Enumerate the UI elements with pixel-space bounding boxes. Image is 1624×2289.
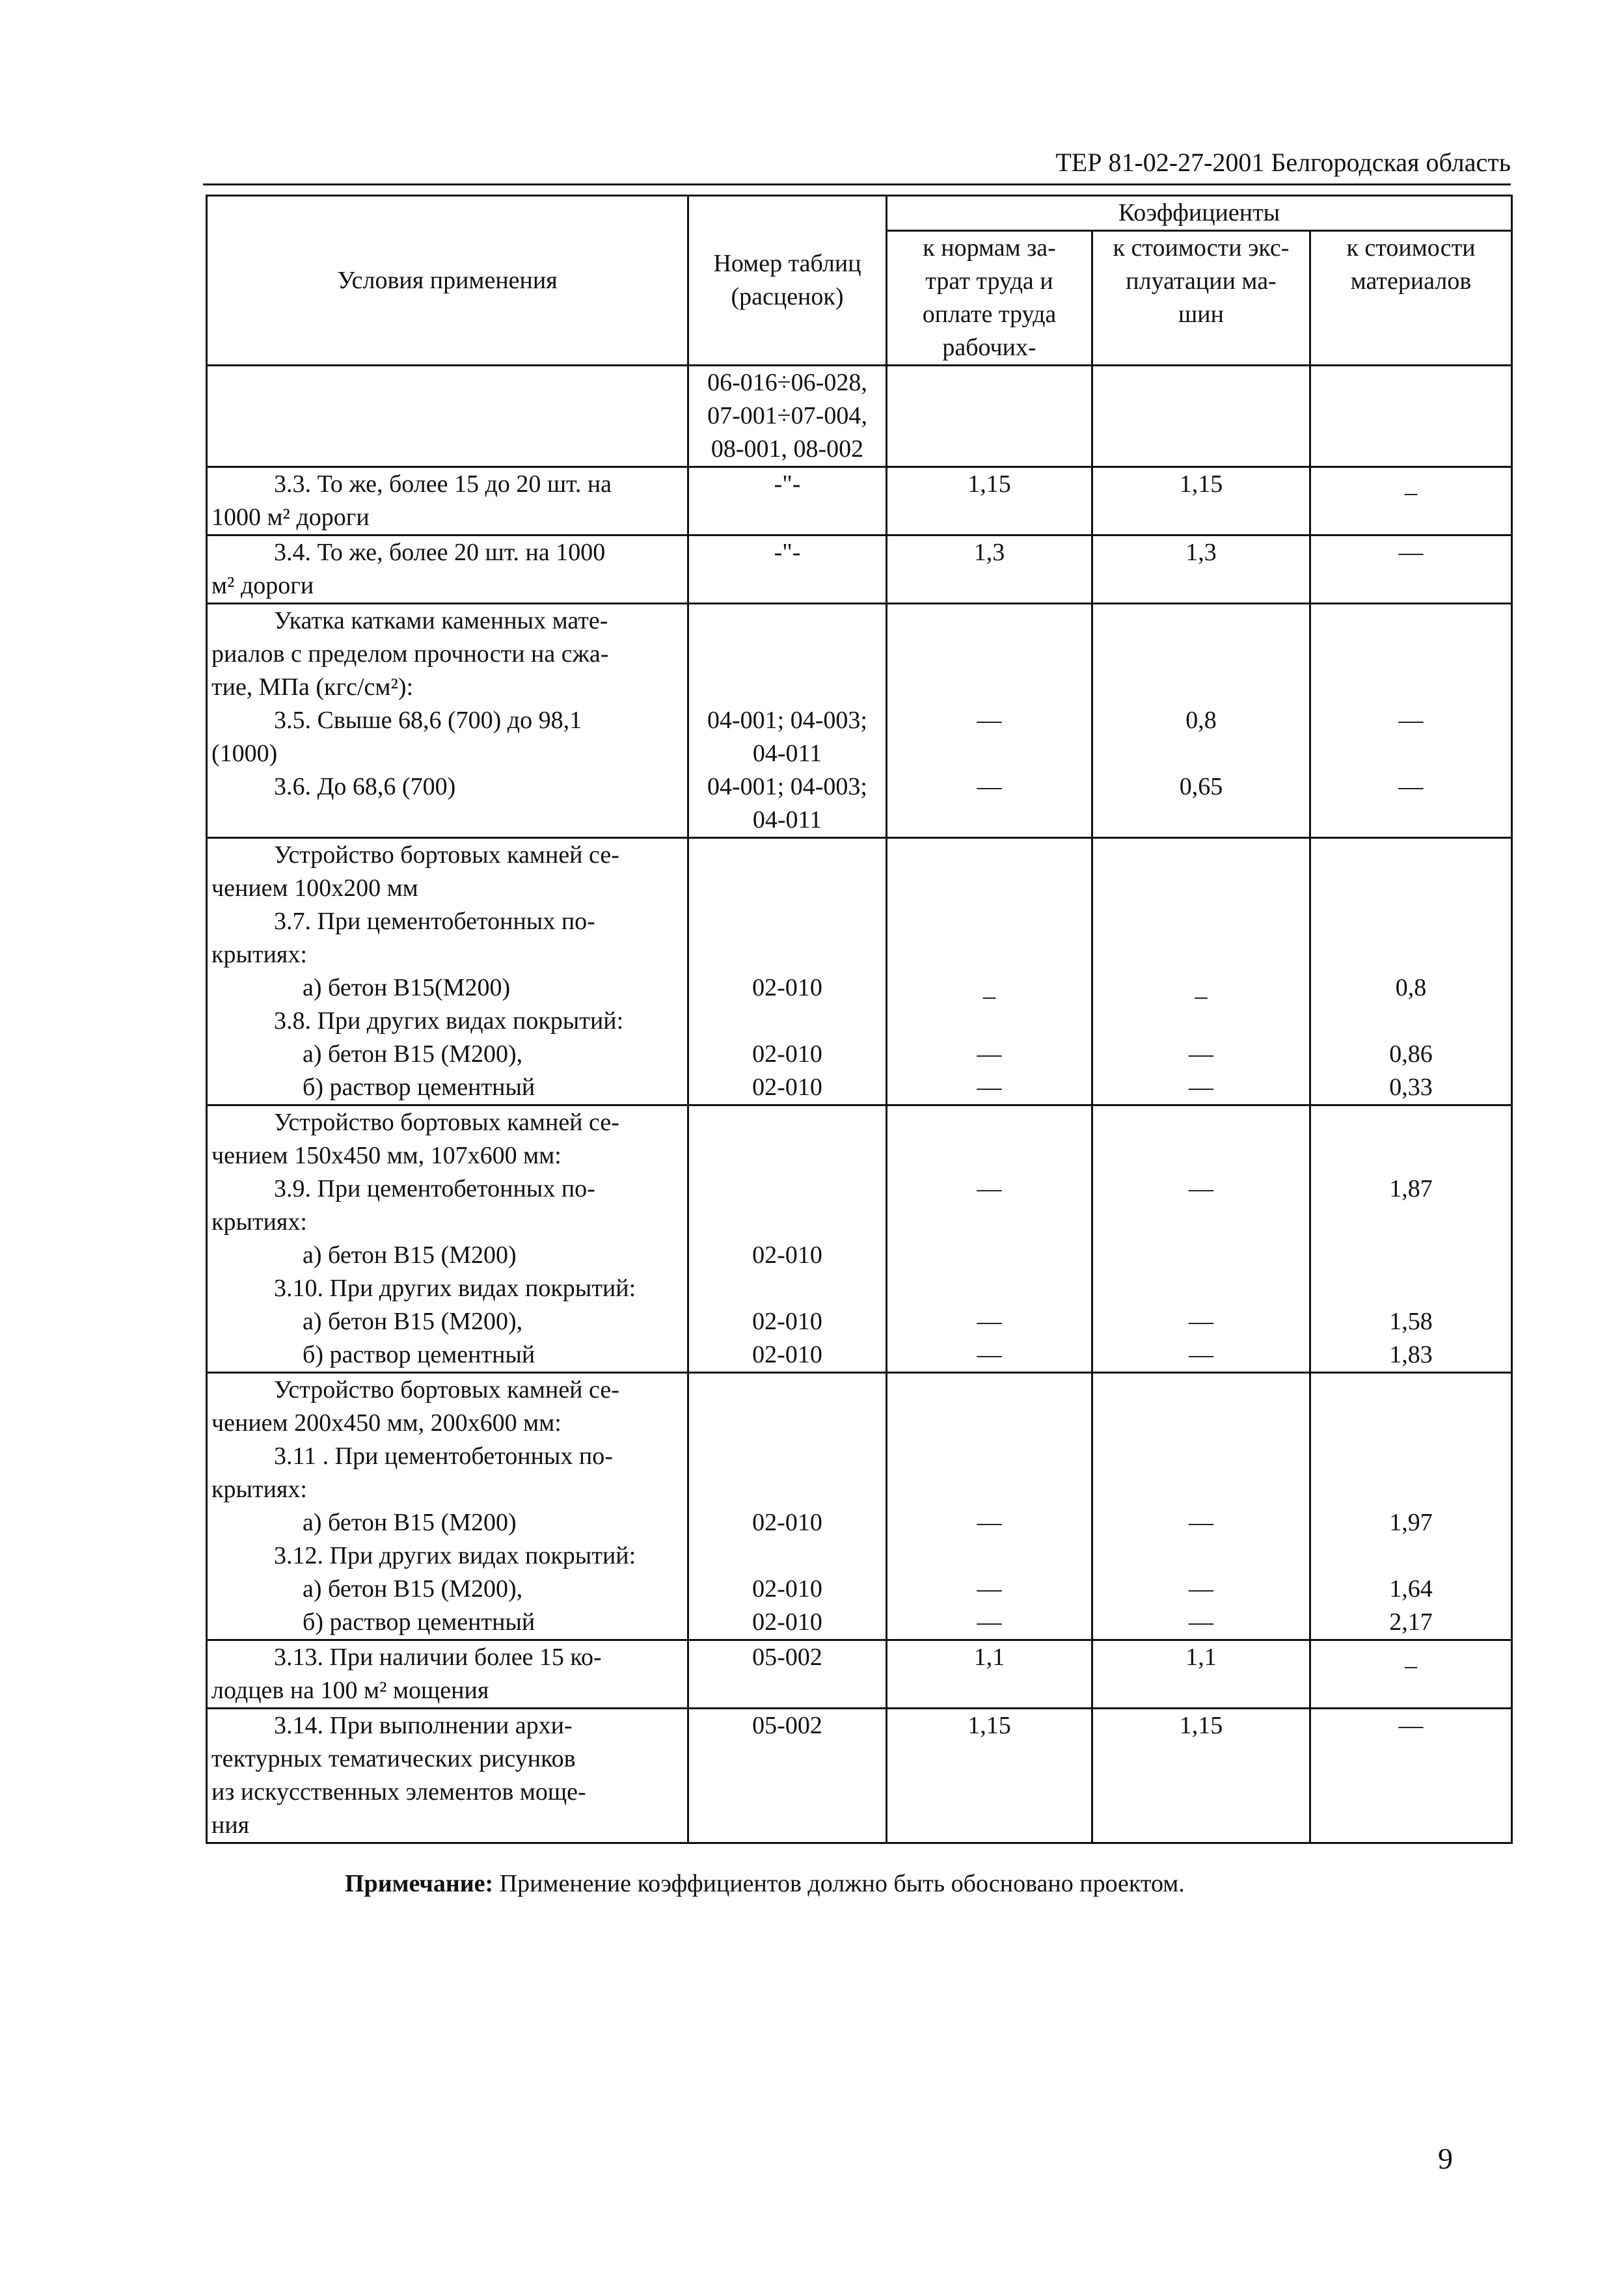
- cell-line: [891, 1374, 1087, 1407]
- materials-coef-cell: [1310, 604, 1512, 838]
- cell-line: [693, 1473, 882, 1506]
- labor-coef-cell: [887, 604, 1092, 838]
- cell-line: _: [1405, 1644, 1418, 1671]
- cell-line: 1,58: [1389, 1308, 1433, 1335]
- cell-line: 05-002: [752, 1644, 822, 1671]
- machines-coef-cell: [1092, 467, 1310, 535]
- cell-line: —: [1189, 1509, 1213, 1536]
- header-coefficients: Коэффициенты: [887, 196, 1512, 231]
- cell-line: [1315, 1272, 1507, 1305]
- cell-line: 02-010: [752, 1241, 822, 1269]
- cell-line: [1097, 1239, 1305, 1272]
- cell-line: 0,8: [1395, 974, 1427, 1001]
- table-number-cell: [688, 535, 887, 604]
- materials-coef-cell: [1310, 1640, 1512, 1709]
- cell-line: —: [977, 1341, 1002, 1368]
- cell-line: [1097, 1742, 1305, 1776]
- cell-line: [1315, 804, 1507, 837]
- cell-line: [1097, 938, 1305, 971]
- cell-line: м² дороги: [211, 572, 314, 599]
- cell-line: —: [1189, 1074, 1213, 1101]
- note: [345, 1867, 1185, 1900]
- cell-line: [693, 1139, 882, 1172]
- cell-line: [1097, 1473, 1305, 1506]
- cell-line: [693, 1539, 882, 1573]
- cell-line: _: [983, 974, 995, 1001]
- cell-line: —: [977, 1575, 1002, 1603]
- table-row: [207, 366, 1512, 467]
- cell-line: лодцев на 100 м² мощения: [211, 1677, 489, 1704]
- cell-line: —: [1398, 773, 1424, 800]
- cell-line: —: [1398, 707, 1424, 734]
- cell-line: [1315, 1776, 1507, 1809]
- conditions-cell: [207, 535, 688, 604]
- cell-line: [693, 1674, 882, 1707]
- cell-line: 0,86: [1389, 1040, 1433, 1068]
- cell-line: 07-001÷07-004,: [707, 402, 867, 429]
- cell-line: риалов с пределом прочности на сжа-: [211, 640, 609, 668]
- table-row: [207, 1105, 1512, 1373]
- cell-line: —: [1189, 1040, 1213, 1068]
- cell-line: [891, 638, 1087, 671]
- note-text: Применение коэффициентов должно быть обосновано проектом.: [493, 1870, 1185, 1897]
- cell-line: —: [1189, 1341, 1213, 1368]
- cell-line: 3.7. При цементобетонных по-: [274, 908, 595, 935]
- cell-line: [1097, 671, 1305, 704]
- cell-line: 3.10. При других видах покрытий:: [274, 1275, 636, 1302]
- cell-line: 1,15: [1179, 470, 1223, 498]
- materials-coef-cell: [1310, 467, 1512, 535]
- table-number-cell: [688, 1640, 887, 1709]
- cell-line: 1,1: [1185, 1644, 1217, 1671]
- cell-line: 02-010: [752, 1509, 822, 1536]
- cell-line: а) бетон В15 (М200): [303, 1509, 517, 1536]
- header-conditions: Условия применения: [207, 196, 688, 366]
- cell-line: 04-001; 04-003;: [707, 707, 867, 734]
- cell-line: 3.14. При выполнении архи-: [274, 1712, 573, 1739]
- cell-line: 0,65: [1179, 773, 1223, 800]
- cell-line: Устройство бортовых камней се-: [274, 841, 619, 869]
- conditions-cell: [207, 467, 688, 535]
- cell-line: [1097, 400, 1305, 433]
- cell-line: [1315, 872, 1507, 905]
- machines-coef-cell: [1092, 1373, 1310, 1640]
- header-labor: к нормам за- трат труда и оплате труда рабочих-: [887, 231, 1092, 366]
- machines-coef-cell: [1092, 1709, 1310, 1843]
- cell-line: 06-016÷06-028,: [707, 369, 867, 396]
- cell-line: [1315, 1106, 1507, 1139]
- cell-line: 02-010: [752, 1608, 822, 1636]
- cell-line: 3.6. До 68,6 (700): [274, 773, 456, 800]
- cell-line: [1315, 433, 1507, 466]
- cell-line: [1097, 1374, 1305, 1407]
- cell-line: а) бетон В15(М200): [303, 974, 511, 1001]
- cell-line: 04-011: [752, 806, 822, 833]
- materials-coef-cell: [1310, 535, 1512, 604]
- table-row: [207, 838, 1512, 1105]
- cell-line: —: [977, 1308, 1002, 1335]
- cell-line: 3.5. Свыше 68,6 (700) до 98,1: [274, 707, 582, 734]
- cell-line: [693, 938, 882, 971]
- machines-coef-cell: [1092, 838, 1310, 1105]
- cell-line: —: [977, 1074, 1002, 1101]
- cell-line: 3.12. При других видах покрытий:: [274, 1542, 636, 1569]
- cell-line: [1315, 400, 1507, 433]
- cell-line: [891, 737, 1087, 770]
- cell-line: [693, 1440, 882, 1473]
- cell-line: 05-002: [752, 1712, 822, 1739]
- cell-line: [1097, 737, 1305, 770]
- cell-line: [1315, 737, 1507, 770]
- cell-line: [693, 638, 882, 671]
- materials-coef-cell: [1310, 1105, 1512, 1373]
- cell-line: —: [977, 1040, 1002, 1068]
- table-number-cell: [688, 1709, 887, 1843]
- cell-line: [1315, 1440, 1507, 1473]
- cell-line: [891, 569, 1087, 603]
- cell-line: [1315, 1809, 1507, 1842]
- cell-line: 3.4. То же, более 20 шт. на 1000: [274, 539, 606, 566]
- cell-line: 1,15: [1179, 1712, 1223, 1739]
- cell-line: а) бетон В15 (М200),: [303, 1308, 523, 1335]
- cell-line: [1097, 1674, 1305, 1707]
- cell-line: [693, 1172, 882, 1206]
- materials-coef-cell: [1310, 1709, 1512, 1843]
- cell-line: крытиях:: [211, 941, 307, 968]
- cell-line: 1,1: [973, 1644, 1005, 1671]
- document-header: ТЕР 81-02-27-2001 Белгородская область: [1055, 148, 1511, 177]
- cell-line: 02-010: [752, 1341, 822, 1368]
- cell-line: [891, 804, 1087, 837]
- cell-line: [1315, 1374, 1507, 1407]
- cell-line: Устройство бортовых камней се-: [274, 1109, 619, 1136]
- cell-line: [211, 366, 683, 400]
- cell-line: [1097, 1139, 1305, 1172]
- cell-line: [1315, 1742, 1507, 1776]
- cell-line: [891, 1407, 1087, 1440]
- conditions-cell: [207, 838, 688, 1105]
- cell-line: —: [1189, 1575, 1213, 1603]
- cell-line: чением 100х200 мм: [211, 874, 418, 902]
- cell-line: [1315, 1473, 1507, 1506]
- cell-line: из искусственных элементов моще-: [211, 1778, 586, 1806]
- labor-coef-cell: [887, 467, 1092, 535]
- cell-line: ния: [211, 1811, 250, 1839]
- table-number-cell: [688, 1373, 887, 1640]
- cell-line: 1,15: [968, 470, 1011, 498]
- cell-line: [891, 1473, 1087, 1506]
- cell-line: [1097, 638, 1305, 671]
- cell-line: [1097, 1005, 1305, 1038]
- labor-coef-cell: [887, 1640, 1092, 1709]
- cell-line: [1097, 1272, 1305, 1305]
- cell-line: [693, 1374, 882, 1407]
- cell-line: [1315, 366, 1507, 400]
- cell-line: [891, 1239, 1087, 1272]
- cell-line: [891, 400, 1087, 433]
- cell-line: 1,87: [1389, 1175, 1433, 1202]
- cell-line: [693, 905, 882, 938]
- cell-line: [891, 1272, 1087, 1305]
- cell-line: а) бетон В15 (М200),: [303, 1040, 523, 1068]
- cell-line: [1315, 671, 1507, 704]
- cell-line: [891, 1005, 1087, 1038]
- header-rule: [203, 183, 1511, 185]
- cell-line: [1315, 1674, 1507, 1707]
- cell-line: а) бетон В15 (М200),: [303, 1575, 523, 1603]
- cell-line: —: [977, 1509, 1002, 1536]
- conditions-cell: [207, 604, 688, 838]
- conditions-cell: [207, 1709, 688, 1843]
- labor-coef-cell: [887, 1709, 1092, 1843]
- machines-coef-cell: [1092, 535, 1310, 604]
- cell-line: [693, 1742, 882, 1776]
- cell-line: крытиях:: [211, 1208, 307, 1236]
- cell-line: [1315, 1239, 1507, 1272]
- conditions-cell: [207, 1640, 688, 1709]
- cell-line: [1315, 938, 1507, 971]
- cell-line: [1097, 839, 1305, 872]
- labor-coef-cell: [887, 1105, 1092, 1373]
- table-row: [207, 604, 1512, 838]
- cell-line: _: [1195, 974, 1208, 1001]
- cell-line: [1097, 569, 1305, 603]
- conditions-cell: [207, 1373, 688, 1640]
- table-row: [207, 535, 1512, 604]
- note-label: Примечание:: [345, 1870, 494, 1897]
- cell-line: [1315, 1407, 1507, 1440]
- labor-coef-cell: [887, 535, 1092, 604]
- cell-line: [891, 1106, 1087, 1139]
- header-machines: к стоимости экс- плуатации ма- шин: [1092, 231, 1310, 366]
- materials-coef-cell: [1310, 1373, 1512, 1640]
- cell-line: —: [977, 1608, 1002, 1636]
- materials-coef-cell: [1310, 366, 1512, 467]
- cell-line: [1097, 1539, 1305, 1573]
- cell-line: 3.11 . При цементобетонных по-: [274, 1442, 613, 1470]
- machines-coef-cell: [1092, 366, 1310, 467]
- cell-line: [693, 501, 882, 534]
- cell-line: [693, 1809, 882, 1842]
- header-table-number: Номер таблиц (расценок): [688, 196, 887, 366]
- cell-line: тектурных тематических рисунков: [211, 1745, 576, 1772]
- cell-line: [1315, 501, 1507, 534]
- cell-line: [891, 1139, 1087, 1172]
- cell-line: [693, 1206, 882, 1239]
- cell-line: [1097, 433, 1305, 466]
- table-number-cell: [688, 467, 887, 535]
- cell-line: —: [1398, 1712, 1424, 1739]
- cell-line: [1097, 804, 1305, 837]
- machines-coef-cell: [1092, 604, 1310, 838]
- table-row: [207, 1373, 1512, 1640]
- cell-line: тие, МПа (кгс/см²):: [211, 673, 414, 701]
- cell-line: —: [1189, 1308, 1213, 1335]
- cell-line: [693, 1776, 882, 1809]
- cell-line: 3.8. При других видах покрытий:: [274, 1007, 624, 1035]
- cell-line: 2,17: [1389, 1608, 1433, 1636]
- cell-line: —: [977, 773, 1002, 800]
- cell-line: [1097, 1407, 1305, 1440]
- cell-line: 02-010: [752, 1575, 822, 1603]
- cell-line: [693, 604, 882, 638]
- cell-line: [891, 1539, 1087, 1573]
- cell-line: —: [977, 1175, 1002, 1202]
- cell-line: 3.9. При цементобетонных по-: [274, 1175, 595, 1202]
- table-row: [207, 1640, 1512, 1709]
- cell-line: 1,97: [1389, 1509, 1433, 1536]
- cell-line: -"-: [774, 539, 801, 566]
- cell-line: 02-010: [752, 974, 822, 1001]
- cell-line: [1097, 905, 1305, 938]
- table-row: [207, 1709, 1512, 1843]
- machines-coef-cell: [1092, 1640, 1310, 1709]
- header-materials: к стоимости материалов: [1310, 231, 1512, 366]
- cell-line: 02-010: [752, 1040, 822, 1068]
- cell-line: 04-001; 04-003;: [707, 773, 867, 800]
- cell-line: [211, 433, 683, 466]
- cell-line: -"-: [774, 470, 801, 498]
- cell-line: [693, 1407, 882, 1440]
- cell-line: 0,8: [1185, 707, 1217, 734]
- cell-line: [1315, 1539, 1507, 1573]
- cell-line: [1097, 501, 1305, 534]
- cell-line: 1,15: [968, 1712, 1011, 1739]
- cell-line: [891, 433, 1087, 466]
- cell-line: [693, 872, 882, 905]
- cell-line: _: [1405, 470, 1418, 498]
- cell-line: а) бетон В15 (М200): [303, 1241, 517, 1269]
- cell-line: [891, 671, 1087, 704]
- cell-line: [891, 839, 1087, 872]
- cell-line: [1315, 604, 1507, 638]
- cell-line: [891, 1206, 1087, 1239]
- cell-line: [693, 569, 882, 603]
- cell-line: [693, 1106, 882, 1139]
- cell-line: [693, 839, 882, 872]
- cell-line: Устройство бортовых камней се-: [274, 1376, 619, 1403]
- table-header: [207, 196, 1512, 366]
- cell-line: б) раствор цементный: [303, 1608, 535, 1636]
- cell-line: чением 200х450 мм, 200х600 мм:: [211, 1409, 562, 1437]
- cell-line: [891, 938, 1087, 971]
- conditions-cell: [207, 366, 688, 467]
- cell-line: [1315, 1139, 1507, 1172]
- table-row: [207, 467, 1512, 535]
- cell-line: [891, 1674, 1087, 1707]
- labor-coef-cell: [887, 1373, 1092, 1640]
- cell-line: [891, 1809, 1087, 1842]
- table-number-cell: [688, 366, 887, 467]
- cell-line: —: [1189, 1608, 1213, 1636]
- cell-line: [1097, 1776, 1305, 1809]
- cell-line: [891, 872, 1087, 905]
- cell-line: [1315, 839, 1507, 872]
- table-number-cell: [688, 1105, 887, 1373]
- cell-line: [1315, 638, 1507, 671]
- cell-line: 02-010: [752, 1074, 822, 1101]
- cell-line: 0,33: [1389, 1074, 1433, 1101]
- cell-line: [1097, 1809, 1305, 1842]
- labor-coef-cell: [887, 838, 1092, 1105]
- cell-line: [211, 804, 683, 837]
- cell-line: 1000 м² дороги: [211, 504, 370, 531]
- cell-line: 1,83: [1389, 1341, 1433, 1368]
- cell-line: крытиях:: [211, 1476, 307, 1503]
- cell-line: [1315, 905, 1507, 938]
- cell-line: [1097, 1440, 1305, 1473]
- conditions-cell: [207, 1105, 688, 1373]
- cell-line: (1000): [211, 740, 278, 767]
- table-body: [207, 366, 1512, 1843]
- cell-line: [1315, 1206, 1507, 1239]
- materials-coef-cell: [1310, 838, 1512, 1105]
- cell-line: 04-011: [752, 740, 822, 767]
- cell-line: [891, 366, 1087, 400]
- cell-line: Укатка катками каменных мате-: [274, 607, 608, 634]
- cell-line: [891, 604, 1087, 638]
- cell-line: [1097, 1206, 1305, 1239]
- cell-line: [1097, 872, 1305, 905]
- machines-coef-cell: [1092, 1105, 1310, 1373]
- cell-line: [211, 400, 683, 433]
- table-number-cell: [688, 838, 887, 1105]
- cell-line: 02-010: [752, 1308, 822, 1335]
- cell-line: 1,3: [973, 539, 1005, 566]
- cell-line: —: [1189, 1175, 1213, 1202]
- cell-line: [693, 1005, 882, 1038]
- cell-line: [891, 1742, 1087, 1776]
- page-number: 9: [1438, 2142, 1453, 2175]
- cell-line: чением 150х450 мм, 107х600 мм:: [211, 1142, 562, 1169]
- cell-line: [693, 1272, 882, 1305]
- cell-line: [1097, 1106, 1305, 1139]
- cell-line: [891, 1776, 1087, 1809]
- cell-line: б) раствор цементный: [303, 1074, 535, 1101]
- cell-line: 3.13. При наличии более 15 ко-: [274, 1644, 602, 1671]
- cell-line: [891, 501, 1087, 534]
- cell-line: [693, 671, 882, 704]
- cell-line: [1315, 1005, 1507, 1038]
- cell-line: [1315, 569, 1507, 603]
- cell-line: б) раствор цементный: [303, 1341, 535, 1368]
- coefficients-table: [206, 195, 1513, 1844]
- cell-line: 1,64: [1389, 1575, 1433, 1603]
- cell-line: [1097, 366, 1305, 400]
- table-number-cell: [688, 604, 887, 838]
- cell-line: —: [1398, 539, 1424, 566]
- cell-line: 08-001, 08-002: [710, 435, 864, 463]
- labor-coef-cell: [887, 366, 1092, 467]
- cell-line: 1,3: [1185, 539, 1217, 566]
- cell-line: 3.3. То же, более 15 до 20 шт. на: [274, 470, 612, 498]
- cell-line: —: [977, 707, 1002, 734]
- cell-line: [891, 1440, 1087, 1473]
- cell-line: [1097, 604, 1305, 638]
- cell-line: [891, 905, 1087, 938]
